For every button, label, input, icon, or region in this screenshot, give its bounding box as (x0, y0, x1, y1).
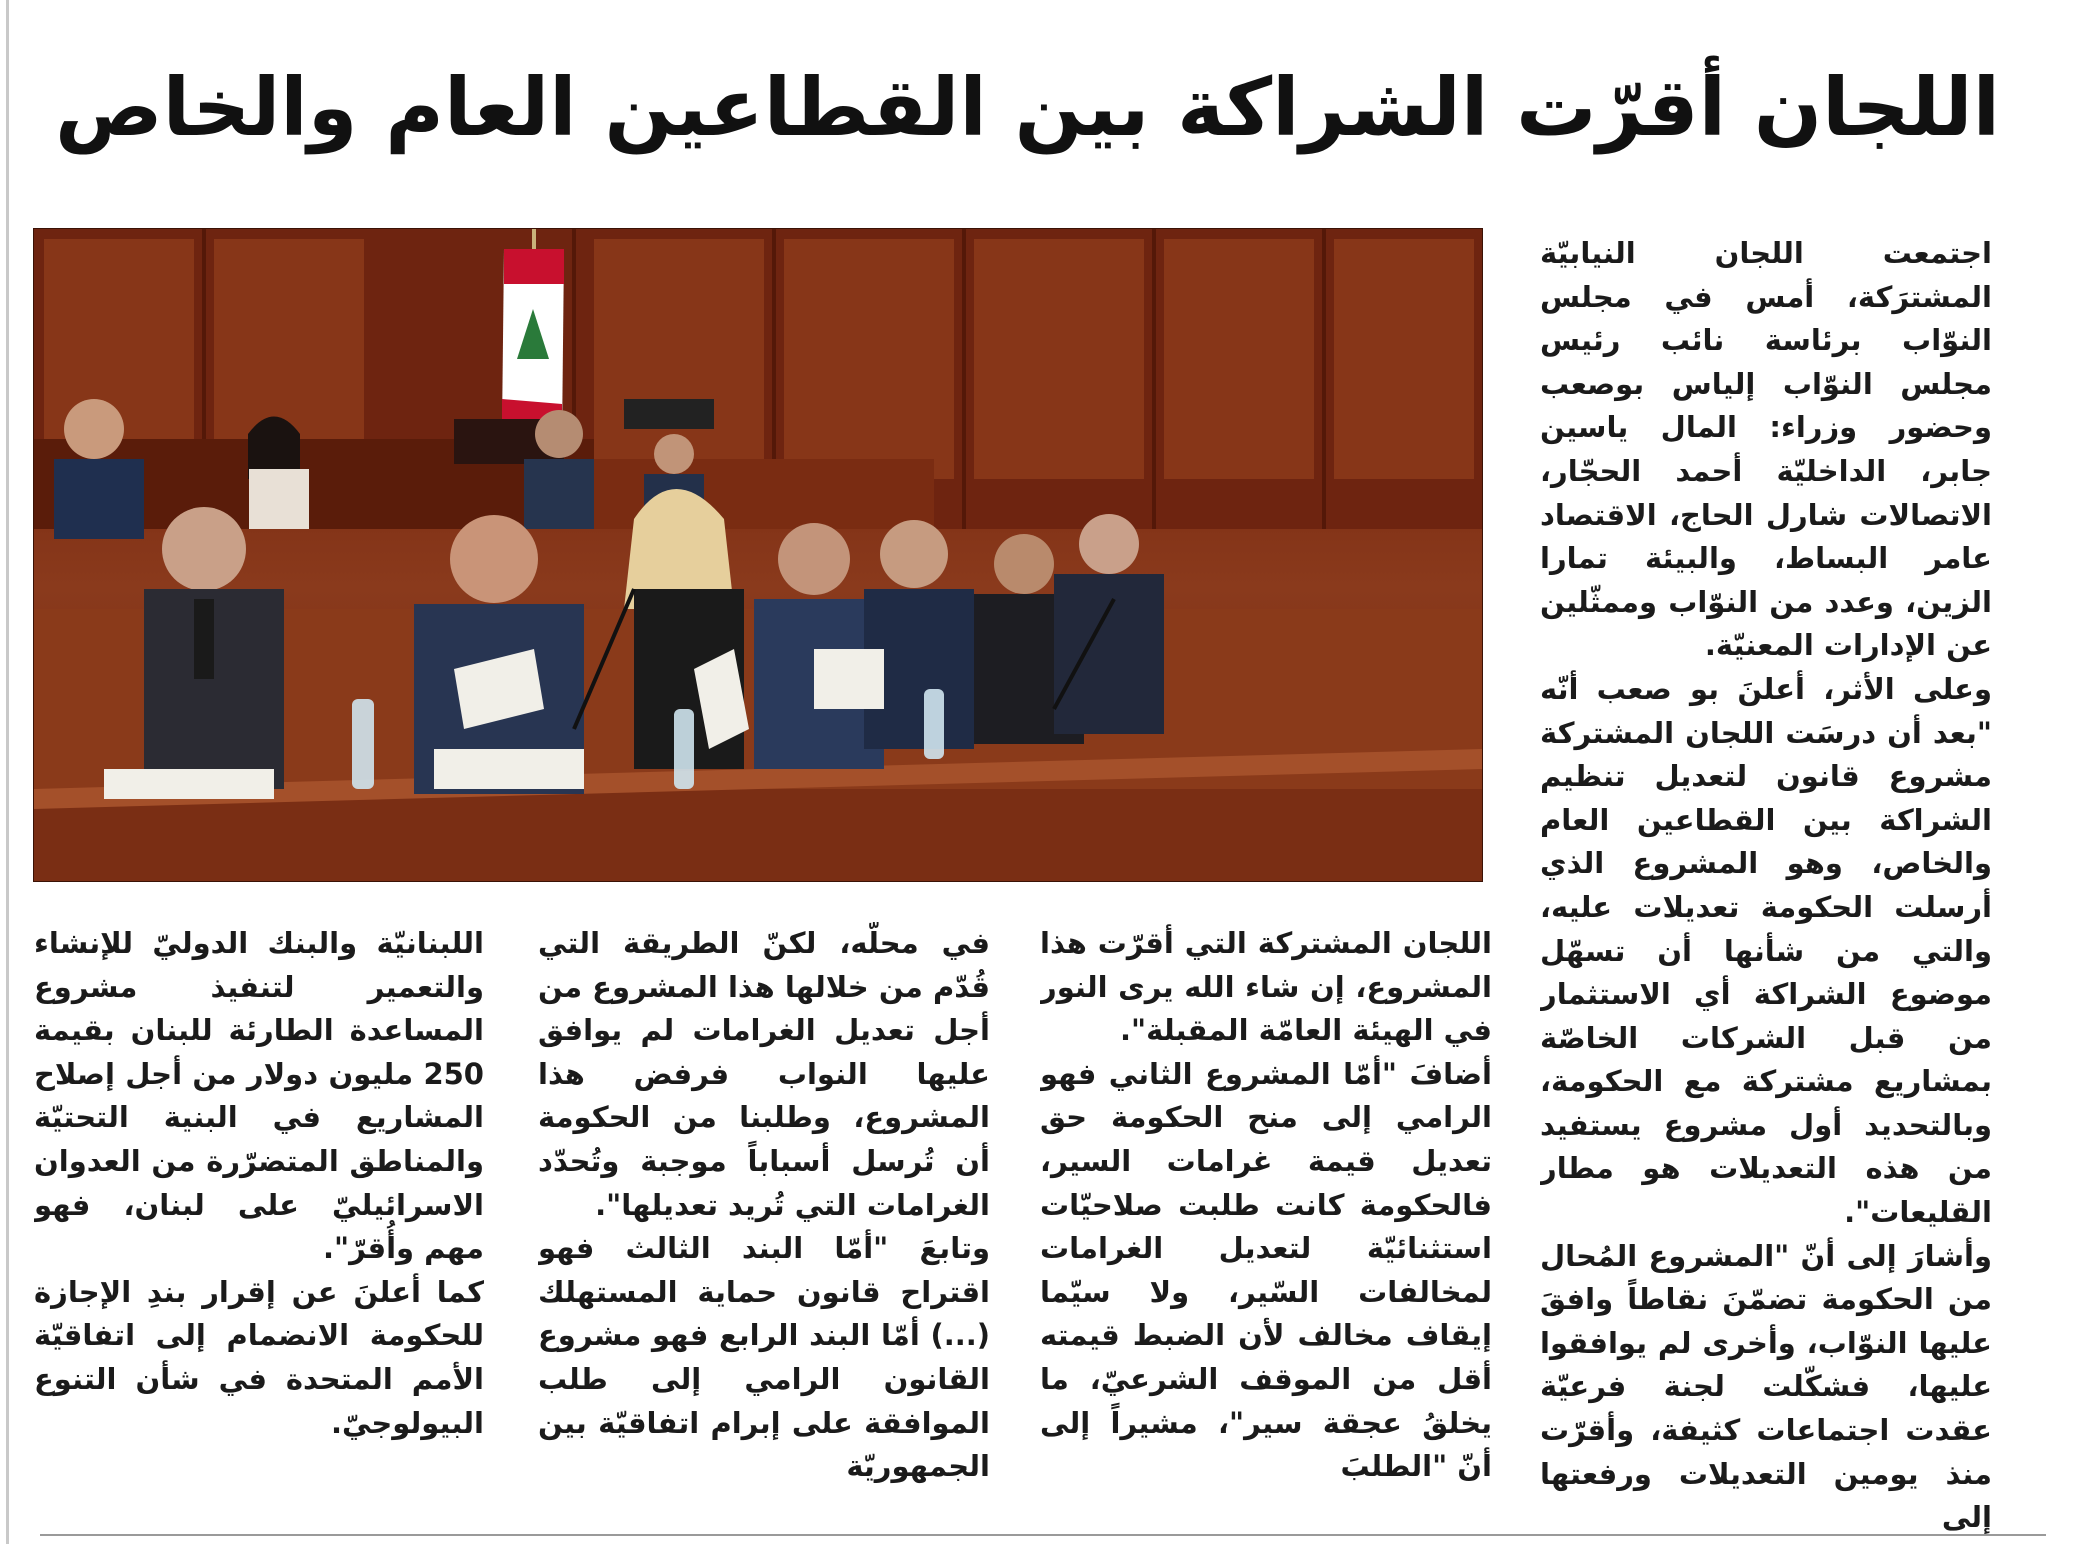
paragraph: وأشارَ إلى أنّ "المشروع المُحال من الحكومة تضمّنَ نقاطاً وافقَ عليها النوّاب، وأخرى لم يوافقوا عليها، فشكّلت لجنة فرعيّة عقدت اجتماعات كثيفة، وأقرّت منذ يومين التعديلات ورفعتها إلى (1540, 1238, 1992, 1535)
article-photo (33, 228, 1483, 882)
article-column-4 (34, 922, 484, 1542)
paragraph: وعلى الأثر، أعلنَ بو صعب أنّه "بعد أن درسَت اللجان المشتركة مشروع قانون لتعديل تنظيم الشراكة بين القطاعين العام والخاص، وهو المشروع الذي أرسلت الحكومة تعديلات عليه، والتي من شأنها أن تسهّل موضوع الشراكة أي الاستثمار من قبل الشركات الخاصّة بمشاريع مشتركة مع الحكومة، وبالتحديد أول مشروع يستفيد من هذه التعديلات هو مطار القليعات". (1540, 671, 1992, 1230)
article-column-2 (1040, 922, 1492, 1542)
paragraph: اللبنانيّة والبنك الدوليّ للإنشاء والتعمير لتنفيذ مشروع المساعدة الطارئة للبنان بقيمة 250 مليون دولار من أجل إصلاح المشاريع في البنية التحتيّة والمناطق المتضرّرة من العدوان الاسرائيليّ على لبنان، فهو مهم وأُقرّ". (34, 926, 484, 1266)
page-edge-rule (6, 0, 9, 1544)
page-bottom-rule (40, 1534, 2046, 1536)
article-column-3 (538, 922, 990, 1542)
paragraph: كما أعلنَ عن إقرار بندِ الإجازة للحكومة الانضمام إلى اتفاقيّة الأمم المتحدة في شأن التنوع البيولوجيّ. (34, 1274, 484, 1440)
article-column-1 (1540, 232, 1992, 1542)
paragraph: اللجان المشتركة التي أقرّت هذا المشروع، إن شاء الله يرى النور في الهيئة العامّة المقبلة". (1040, 926, 1492, 1048)
paragraph: أضافَ "أمّا المشروع الثاني فهو الرامي إلى منح الحكومة حق تعديل قيمة غرامات السير، فالحكومة كانت طلبت صلاحيّات استثنائيّة لتعديل الغرامات لمخالفات السّير، ولا سيّما إيقاف مخالف لأن الضبط قيمته أقل من الموقف الشرعيّ، ما يخلقُ عجقة سير"، مشيراً إلى أنّ "الطلبَ (1040, 1056, 1492, 1484)
paragraph: في محلّه، لكنّ الطريقة التي قُدّم من خلالها هذا المشروع من أجل تعديل الغرامات لم يوافق عليها النواب فرفض هذا المشروع، وطلبنا من الحكومة أن تُرسل أسباباً موجبة وتُحدّد الغرامات التي تُريد تعديلها". (538, 926, 990, 1222)
paragraph: وتابعَ "أمّا البند الثالث فهو اقتراح قانون حماية المستهلك (...) أمّا البند الرابع فهو مشروع القانون الرامي إلى طلب الموافقة على إبرام اتفاقيّة بين الجمهوريّة (538, 1231, 990, 1484)
paragraph: اجتمعت اللجان النيابيّة المشترَكة، أمس في مجلس النوّاب برئاسة نائب رئيس مجلس النوّاب إلياس بوصعب وحضور وزراء: المال ياسين جابر، الداخليّة أحمد الحجّار، الاتصالات شارل الحاج، الاقتصاد عامر البساط، والبيئة تمارا الزين، وعدد من النوّاب وممثّلين عن الإدارات المعنيّة. (1540, 236, 1992, 663)
parliament-committee-meeting-photo (34, 229, 1482, 881)
article-headline: اللجان أقرّت الشراكة بين القطاعين العام والخاص (54, 61, 2000, 154)
